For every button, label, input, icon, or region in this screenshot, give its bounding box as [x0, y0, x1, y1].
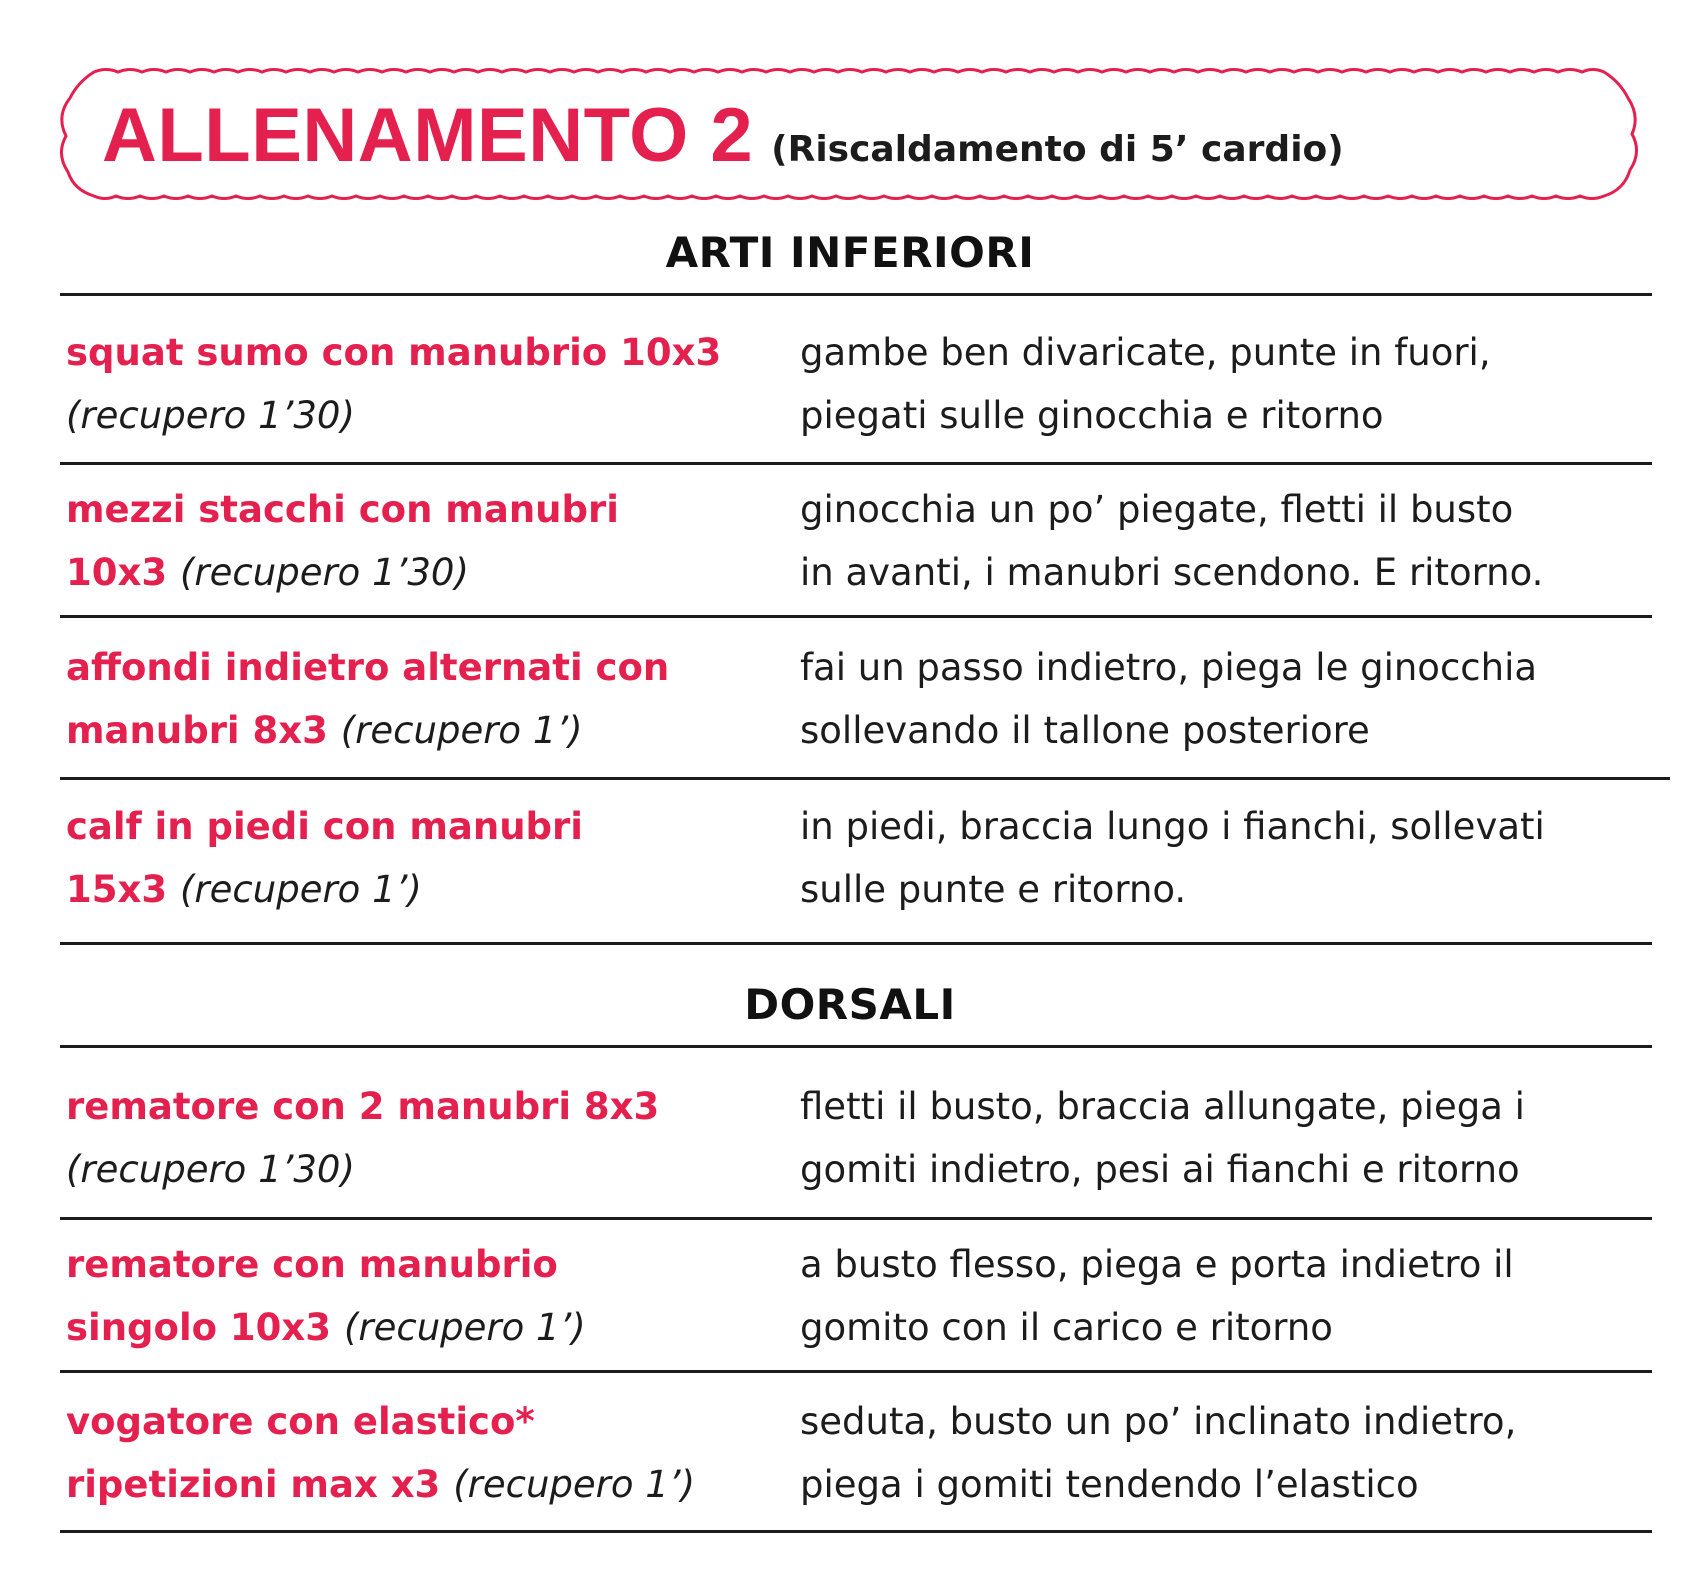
- section-title-dorsali: DORSALI: [744, 980, 956, 1029]
- exercise-description: a busto flesso, piega e porta indietro il gomito con il carico e ritorno: [800, 1243, 1514, 1349]
- exercise-name: rematore con 2 manubri 8x3 (recupero 1’30): [66, 1085, 660, 1191]
- exercise-recovery: (recupero 1’): [343, 1306, 586, 1349]
- exercise-description: ginocchia un po’ piegate, fletti il busto in avanti, i manubri scendono. E ritorno.: [800, 488, 1544, 594]
- exercise-recovery: (recupero 1’): [340, 709, 583, 752]
- workout-header: [58, 64, 1640, 204]
- exercise-recovery: (recupero 1’): [453, 1463, 696, 1506]
- divider: [60, 1370, 1652, 1373]
- exercise-description: fai un passo indietro, piega le ginocchia sollevando il tallone posteriore: [800, 646, 1538, 752]
- divider: [60, 1530, 1652, 1533]
- exercise-description: gambe ben divaricate, punte in fuori, piegati sulle ginocchia e ritorno: [800, 331, 1491, 437]
- divider: [60, 1217, 1652, 1220]
- workout-title: ALLENAMENTO 2: [102, 93, 754, 178]
- exercise-name: affondi indietro alternati con manubri 8x3 (recupero 1’): [66, 646, 670, 752]
- divider: [60, 1045, 1652, 1048]
- header-text: [102, 92, 1344, 179]
- exercise-name: vogatore con elastico* ripetizioni max x3 (recupero 1’): [66, 1400, 696, 1506]
- exercise-name: calf in piedi con manubri 15x3 (recupero 1’): [66, 805, 583, 911]
- divider: [60, 777, 1670, 780]
- workout-subtitle: (Riscaldamento di 5’ cardio): [771, 129, 1344, 170]
- exercise-description: seduta, busto un po’ inclinato indietro, piega i gomiti tendendo l’elastico: [800, 1400, 1517, 1506]
- divider: [60, 615, 1652, 618]
- exercise-description: fletti il busto, braccia allungate, piega i gomiti indietro, pesi ai fianchi e ritorno: [800, 1085, 1525, 1191]
- exercise-name: squat sumo con manubrio 10x3 (recupero 1’30): [66, 331, 722, 437]
- exercise-recovery: (recupero 1’30): [66, 1148, 355, 1191]
- section-title-arti-inferiori: ARTI INFERIORI: [665, 228, 1035, 277]
- exercise-recovery: (recupero 1’): [180, 868, 422, 911]
- divider: [60, 462, 1652, 465]
- exercise-description: in piedi, braccia lungo i fianchi, sollevati sulle punte e ritorno.: [800, 805, 1545, 911]
- exercise-name: mezzi stacchi con manubri 10x3 (recupero 1’30): [66, 488, 619, 594]
- exercise-recovery: (recupero 1’30): [180, 551, 469, 594]
- exercise-name: rematore con manubrio singolo 10x3 (recupero 1’): [66, 1243, 586, 1349]
- divider: [60, 942, 1652, 945]
- divider: [60, 293, 1652, 296]
- exercise-recovery: (recupero 1’30): [66, 394, 355, 437]
